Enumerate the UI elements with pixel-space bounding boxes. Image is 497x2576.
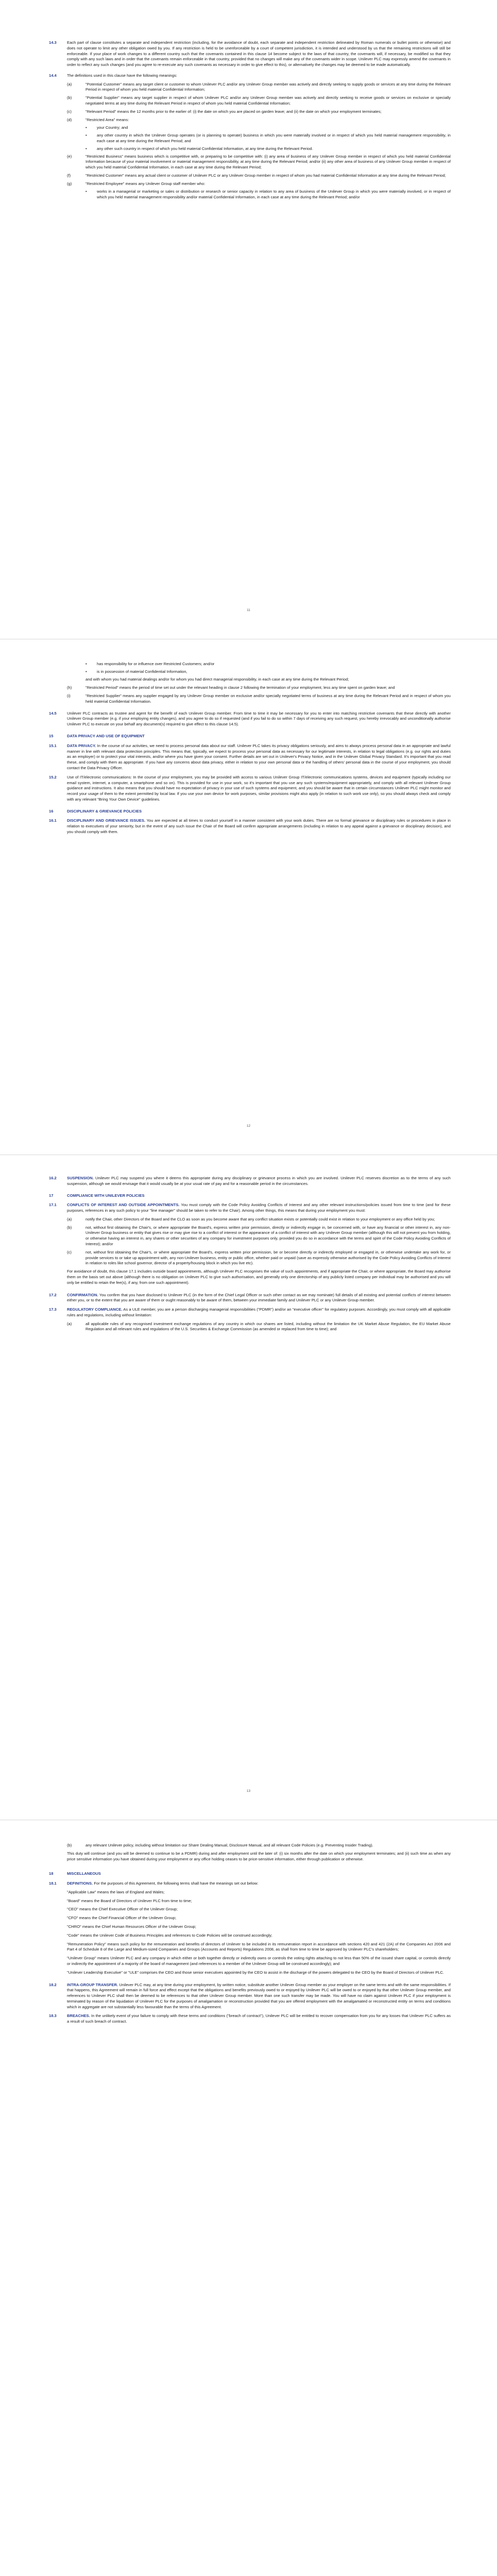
page-number: 13 [246,1789,251,1793]
definition-b: (b) "Potential Supplier" means any target supplier in respect of whom Unilever PLC and/or any Unilever Group member was actively and directly seeking to receive goods or services on exclusive or specially negotiated terms at any time during the Relevant Period in respect of whom you held material Confidential Information; [67,95,451,106]
bullet-item: • works in a managerial or marketing or sales or distribution or research or senior capacity in relation to any area of business of the Unilever Group in which you were materially involved, or in respect of which you held material management responsibility and/or material Confidential Information, in each case at any time during the Relevant Period; and/or [85,189,451,200]
definition-g: (g) "Restricted Employee" means any Unilever Group staff member who: [67,181,205,186]
clause-15-1: 15.1 DATA PRIVACY. In the course of our activities, we need to process personal data about our staff. Unilever PLC takes its privacy obligations seriously, and aims to always process personal data in an appropriate and lawful manner in line with relevant data protection principles. This means that, typically, we expect to process your personal data as necessary for our legitimate interests, in relation to legal obligations (e.g. our rights and duties as an employer) or to protect your vital interests, and/or where you have given your consent. Further details are set out in Unilever's Privacy Notice, and in the Unilever Global Privacy Standard. It's important that you read these, and comply with them as appropriate. If you have any concerns about data privacy, either in relation to your own personal data or the handling of others' personal data in the course of your employment, you should contact the Data Privacy Officer. [49,743,451,770]
clause-18-2: 18.2 INTRA-GROUP TRANSFER. Unilever PLC may, at any time during your employment, by written notice, substitute another Unilever Group member as your employer on the same terms and with the same responsibilities. If that happens, this Agreement will remain in full force and effect except that the obligations and benefits previously owed to or enjoyed by Unilever PLC will be owed to or enjoyed by that other Unilever Group member, and references to Unilever PLC shall then be deemed to be references to that other Unilever Group member. More than one such transfer may be made. You will have no claim against Unilever PLC if your employment is terminated by reason of the liquidation of Unilever PLC for the purposes of amalgamation or reconstruction provided that you are offered employment with the amalgamated or reconstructed entity on terms and conditions which in aggregate are not substantially less favourable than the terms of this Agreement. [49,1982,451,2009]
page-1-column [49,40,451,206]
bullet-icon: • [85,662,87,666]
definition-i: (i) "Restricted Supplier" means any supplier engaged by any Unilever Group member on exclusive and/or specially negotiated terms of business at any time during the Relevant Period and in respect of whom you held material Confidential Information. [67,693,451,704]
clause-14-5: 14.5 Unilever PLC contracts as trustee and agent for the benefit of each Unilever Group member. From time to time it may be necessary for you to enter into matching restrictive covenants that these directly with another Unilever Group member (e.g. if your employing entity changes), and you agree to do so if requested (and if you fail to do so within 7 days of receiving any such request, you hereby irrevocably and unconditionally authorise Unilever PLC to execute on your behalf any document(s) required to give effect to this clause 14.5). [49,710,451,727]
clause-15-2: 15.2 Use of IT/electronic communications: In the course of your employment, you may be provided with access to various Unilever Group IT/electronic communications systems, devices and equipment (typically including our email system, internet, a computer, a smartphone and so on). This is provided for use in your work, so it's important that you use any such systems/equipment appropriately, and comply with all relevant Unilever Group guidance and instructions. It also means that you should have no expectation of privacy in your use of such systems and equipment, and you should be aware that in certain circumstances Unilever PLC might monitor and record your usage of them to the extent permitted by local law. If you use your own device for work purposes, similar provisions might also apply (in relation to such work use only), so you should always check and comply with any relevant "Bring Your Own Device" guidelines. [49,774,451,802]
clause-text: Each part of clause constitutes a separate and independent restriction (including, for the avoidance of doubt, each separate and independent restriction delineated by Roman numerals or bullet points or otherwise) and does not operate to limit any other obligation owed by you. If any restriction is held to be unenforceable by a court of competent jurisdiction, it is intended and understood by us that the remaining restrictions will still be enforceable. If your place of work changes to a different country such that the covenants contained in this clause 14 become subject to the laws of that country, the covenants will, if necessary, be modified so that they comply with any such laws and in order that the covenants remain enforceable in that country, provided that no changes will make any of the covenants wider in scope. Unilever PLC may expressly amend the covenants in order to reflect any such changes (and you agree to re-execute any such covenants as necessary in order to give effect to this), or alternatively the changes may be deemed to be made automatically. [67,40,451,67]
section-18-heading: 18 MISCELLANEOUS [49,1871,101,1876]
definition-e: (e) "Restricted Business" means business which is competitive with, or preparing to be competitive with: (i) any area of business of any Unilever Group member in respect of which you held material Confidential Information because of your material involvement or material management responsibility, at any time during the Relevant Period; and/or (ii) any other area of business of any Unilever Group member in respect of which you held material Confidential Information, in each case at any time during the Relevant Period; [67,154,451,170]
clause-14-4 [49,73,451,202]
page-number: 11 [247,608,250,612]
section-15-heading: 15 DATA PRIVACY AND USE OF EQUIPMENT [49,734,145,739]
page-2 [0,639,497,1155]
clause-18-1: 18.1 DEFINITIONS. For the purposes of this Agreement, the following terms shall have the meanings set out below: "Applicable Law" means the laws of England and Wales; "Board" means the Board of Directors of Unilever PLC from time to time; "CEO" means the Chief Executive Officer of the Unilever Group; "CFO" means the Chief Financial Officer of the Unilever Group; "CHRO" means the Chief Human Resources Officer of the Unilever Group; "Code" means the Unilever Code of Business Principles and references to Code Policies will be construed accordingly; "Remuneration Policy" means such policy for the remuneration and benefits of directors of Unilever to be included in its remuneration report in accordance with sections 420 and 421 (2A) of the Companies Act 2006 and Part 4 of Schedule 8 of the Large and Medium-sized Companies and Groups (Accounts and Reports) Regulations 2008, as shall from time to time be approved by Unilever PLC's shareholders; "Unilever Group" means Unilever PLC and any company in which either or both together directly or indirectly owns or controls the voting rights attaching to not less than 50% of the issued share capital, or controls directly or indirectly the appointment of a majority of the board of management (and references to a member of the Unilever Group will be construed accordingly); and "Unilever Leadership Executive" or "ULE" comprises the CEO and those senior executives appointed by the CEO to assist in the discharge of the powers delegated to the CEO by the Board of Directors of Unilever PLC. [49,1881,451,1975]
clause-18-3: 18.3 BREACHES. In the unlikely event of your failure to comply with these terms and conditions ("breach of contract"), Unilever PLC will be entitled to recover compensation from you for any losses that Unilever PLC suffers as a result of such breach of contract. [49,2013,451,2024]
bullet-icon: • [85,189,87,194]
bullet-item: • any other such country in respect of which you held material Confidential Information, at any time during the Relevant Period. [85,146,313,151]
clause-14-3 [49,40,451,68]
page-3 [0,1155,497,1820]
definition-a: (a) "Potential Customer" means any target client or customer to whom Unilever PLC and/or any Unilever Group member was actively and directly seeking to supply goods or services at any time during the Relevant Period in respect of whom you held material Confidential Information; [67,81,451,92]
bullet-item: • any other country in which the Unilever Group operates (or is planning to operate) business in which you were materially involved or in respect of which you held material management responsibility, in each case at any time during the Relevant Period; and [85,133,451,143]
clause-number: 14.4 [49,73,57,78]
bullet-item: • has responsibility for or influence over Restricted Customers; and/or [85,662,215,666]
clause-17-3: 17.3 REGULATORY COMPLIANCE. As a ULE member, you are a person discharging managerial responsibilities ("PDMR") and/or an "executive officer" for regulatory purposes. Accordingly, you must comply with all applicable rules and regulations, including without limitation: (a) all applicable rules of any recognised investment exchange regulations of any country in which our shares are listed, including without the limitation the UK Market Abuse Regulation, the EU Market Abuse Regulation and all relevant rules and regulations of the U.S. Securities & Exchange Commission (as amended or replaced from time to time); and [49,1307,451,1332]
bullet-icon: • [85,146,87,151]
clause-16-1: 16.1 DISCIPLINARY AND GRIEVANCE ISSUES. You are expected at all times to conduct yourself in a manner consistent with your work duties. There are no formal grievance or disciplinary rules or procedures in place in relation to executives of your seniority, but in the event of any such issue the Chair of the Board will confirm appropriate arrangements (including in relation to any appeal against a grievance or disciplinary decision), and you should comply with them. [49,818,451,834]
clause-17-2: 17.2 CONFIRMATION. You confirm that you have disclosed to Unilever PLC (in the form of the Chief Legal Officer or such other contact as we may nominate) full details of all existing and potential conflicts of interest between either you, or to the extent that you are aware of them or ought reasonably to be aware of them, between your immediate family and Unilever PLC or any Unilever Group member. [49,1292,451,1303]
page-1 [0,0,497,639]
clause-17-1: 17.1 CONFLICTS OF INTEREST AND OUTSIDE APPOINTMENTS. You must comply with the Code Policy Avoiding Conflicts of Interest and any other relevant instructions/policies issued from time to time (and for these purposes, references in any such policy to your "line manager" should be taken to refer to the Chair). Among other things, this means that during your employment you must: (a) notify the Chair, other Directors of the Board and the CLO as soon as you become aware that any conflict situation exists or potentially could exist in relation to your employment or any office held by you; (b) not, without first obtaining the Chair's, or where appropriate the Board's, express written prior permission, directly or indirectly engage in, be concerned with, or have any financial or other interest in, any non-Unilever Group business or entity that gives rise or may give rise to a conflict of interest or the appearance of a conflict of interest with any Unilever Group member (although this will not prevent you from holding, or otherwise having an interest in, any shares or other securities of any company for investment purposes only, provided you do so in accordance with the terms and spirit of the Code Policy Avoiding Conflicts of Interest); and/or (c) not, without first obtaining the Chair's, or where appropriate the Board's, express written prior permission, be or become directly or indirectly employed or engaged in, or otherwise undertake any work for, or provide services to or take up appointment with, any non-Unilever business, entity or public office, whether paid or unpaid (save as expressly otherwise authorised by the Code Policy Avoiding Conflicts of Interest in relation to roles like school governor, director of a property/housing block in which you live etc). For avoidance of doubt, this clause 17.1 includes outside board appointments, although Unilever PLC recognises the value of such appointments, and if appropriate the Chair, or where appropriate, the Board may authorise them on the basis set out above (although there is no obligation on Unilever PLC to give such authorisation, and generally only one directorship of any publicly listed company per individual may be authorised and you will only be entitled to retain the fee(s), if any, from one such appointment). [49,1202,451,1285]
page-number: 12 [246,1124,251,1128]
bullet-icon: • [85,669,87,674]
bullet-item: • your Country; and [85,125,128,130]
bullet-item: • is in possession of material Confidential Information, [85,669,187,674]
definition-d: (d) "Restricted Area" means: [67,117,129,122]
definition-g-tail: and with whom you had material dealings and/or for whom you had direct managerial responsibility, in each case at any time during the Relevant Period; [85,676,349,682]
definition-f: (f) "Restricted Customer" means any actual client or customer of Unilever PLC or any Unilever Group member in respect of whom you had material Confidential Information at any time during the Relevant Period; [67,173,446,178]
definition-h: (h) "Restricted Period" means the period of time set out under the relevant heading in clause 2 following the termination of your employment, less any time spent on garden leave; and [67,685,395,690]
page-4: (b) any relevant Unilever policy, including without limitation our Share Dealing Manual, Disclosure Manual, and all relevant Code Policies (e.g. Preventing Insider Trading). This duty will continue (and you will be deemed to continue to be a PDMR) during and after employment until the later of: (i) six months after the date on which your employment terminates; and (ii) such time as when any price sensitive information you have obtained during your employment or any office holding ceases to be price-sensitive information, either through publication or otherwise. 18 MISCELLANEOUS 18.1 DEFINITIONS. For the purposes of this Agreement, the following terms shall have the meanings set out below: "Applicable Law" means the laws of England and Wales; "Board" means the Board of Directors of Unilever PLC from time to time; "CEO" means the Chief Executive Officer of the Unilever Group; "CFO" means the Chief Financial Officer of the Unilever Group; "CHRO" means the Chief Human Resources Officer of the Unilever Group; "Code" means the Unilever Code of Business Principles and references to Code Policies will be construed accordingly; "Remuneration Policy" means such policy for the remuneration and benefits of directors of Unilever to be included in its remuneration report in accordance with sections 420 and 421 (2A) of the Companies Act 2006 and Part 4 of Schedule 8 of the Large and Medium-sized Companies and Groups (Accounts and Reports) Regulations 2008, as shall from time to time be approved by Unilever PLC's shareholders; "Unilever Group" means Unilever PLC and any company in which either or both together directly or indirectly owns or controls the voting rights attaching to not less than 50% of the issued share capital, or controls directly or indirectly the appointment of a majority of the board of management (and references to a member of the Unilever Group will be construed accordingly); and "Unilever Leadership Executive" or "ULE" comprises the CEO and those senior executives appointed by the CEO to assist in the discharge of the powers delegated to the CEO by the Board of Directors of Unilever PLC. 18.2 INTRA-GROUP TRANSFER. Unilever PLC may, at any time during your employment, by written notice, substitute another Unilever Group member as your employer on the same terms and with the same responsibilities. If that happens, this Agreement will remain in full force and effect except that the obligations and benefits previously owed to or enjoyed by Unilever PLC will be owed to or enjoyed by that other Unilever Group member, and references to Unilever PLC shall then be deemed to be references to that other Unilever Group member. More than one such transfer may be made. You will have no claim against Unilever PLC if your employment is terminated by reason of the liquidation of Unilever PLC for the purposes of amalgamation or reconstruction provided that you are offered employment with the amalgamated or reconstructed entity on terms and conditions which in aggregate are not substantially less favourable than the terms of this Agreement. 18.3 BREACHES. In the unlikely event of your failure to comply with these terms and conditions ("breach of contract"), Unilever PLC will be entitled to recover compensation from you for any losses that Unilever PLC suffers as a result of such breach of contract. [49,1843,451,2024]
definition-c: (c) "Relevant Period" means the 12 months prior to the earlier of: (i) the date on which you are placed on garden leave; and (ii) the date on which your employment terminates; [67,109,382,114]
bullet-icon: • [85,133,87,138]
section-16-heading: 16 DISCIPLINARY & GRIEVANCE POLICIES [49,808,142,814]
bullet-icon: • [85,125,87,130]
section-17-heading: 17 COMPLIANCE WITH UNILEVER POLICIES [49,1193,145,1198]
clause-intro: The definitions used in this clause have the following meanings: [67,73,178,78]
clause-16-2: 16.2 SUSPENSION. Unilever PLC may suspend you where it deems this appropriate during any disciplinary or grievance process in which you are involved. Unilever PLC reserves discretion as to the terms of any such suspension, although we would envisage that it would usually be at your usual rate of pay and for a reasonable period in the circumstances. [49,1176,451,1186]
clause-number: 14.3 [49,40,57,45]
